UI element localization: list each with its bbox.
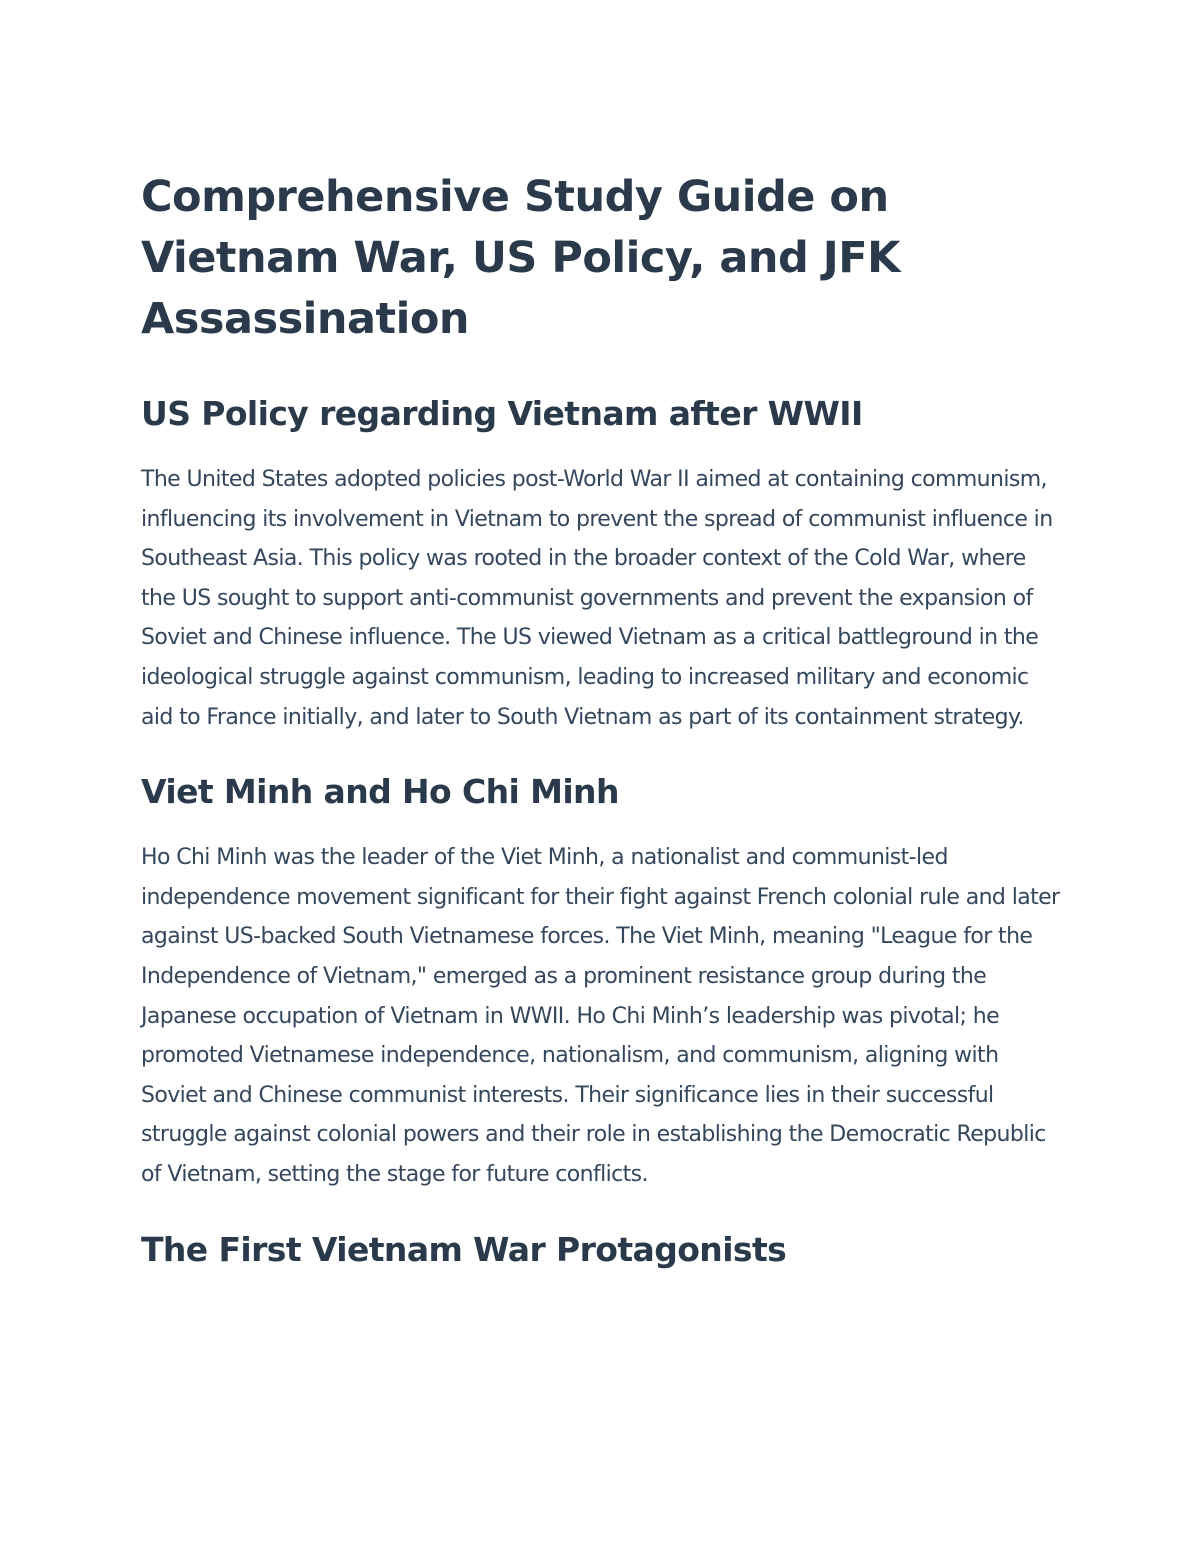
section-body: The United States adopted policies post-World War II aimed at containing communism, influencing its involvement in Vietnam to prevent the spread of communist influence in Southeast Asia. This policy was rooted in the broader context of the Cold War, where the US sought to support anti-communist governments and prevent the expansion of Soviet and Chinese influence. The US viewed Vietnam as a critical battleground in the ideological struggle against communism, leading to increased military and economic aid to France initially, and later to South Vietnam as part of its containment strategy. [141,467,1053,730]
section-heading: The First Vietnam War Protagonists [141,1229,787,1269]
section-first-war-protagonists [141,1228,1061,1272]
section-body: Ho Chi Minh was the leader of the Viet Minh, a nationalist and communist-led independence movement significant for their fight against French colonial rule and later against US-backed South Vietnamese forces. The Viet Minh, meaning "League for the Independence of Vietnam," emerged as a prominent resistance group during the Japanese occupation of Vietnam in WWII. Ho Chi Minh’s leadership was pivotal; he promoted Vietnamese independence, nationalism, and communism, aligning with Soviet and Chinese communist interests. Their significance lies in their successful struggle against colonial powers and their role in establishing the Democratic Republic of Vietnam, setting the stage for future conflicts. [141,845,1060,1187]
document-page [141,167,1061,1272]
section-viet-minh [141,770,1061,1194]
section-heading: US Policy regarding Vietnam after WWII [141,394,863,433]
document-title: Comprehensive Study Guide on Vietnam War, US Policy, and JFK Assassination [141,172,900,344]
section-us-policy [141,392,1061,737]
section-heading: Viet Minh and Ho Chi Minh [141,772,619,812]
